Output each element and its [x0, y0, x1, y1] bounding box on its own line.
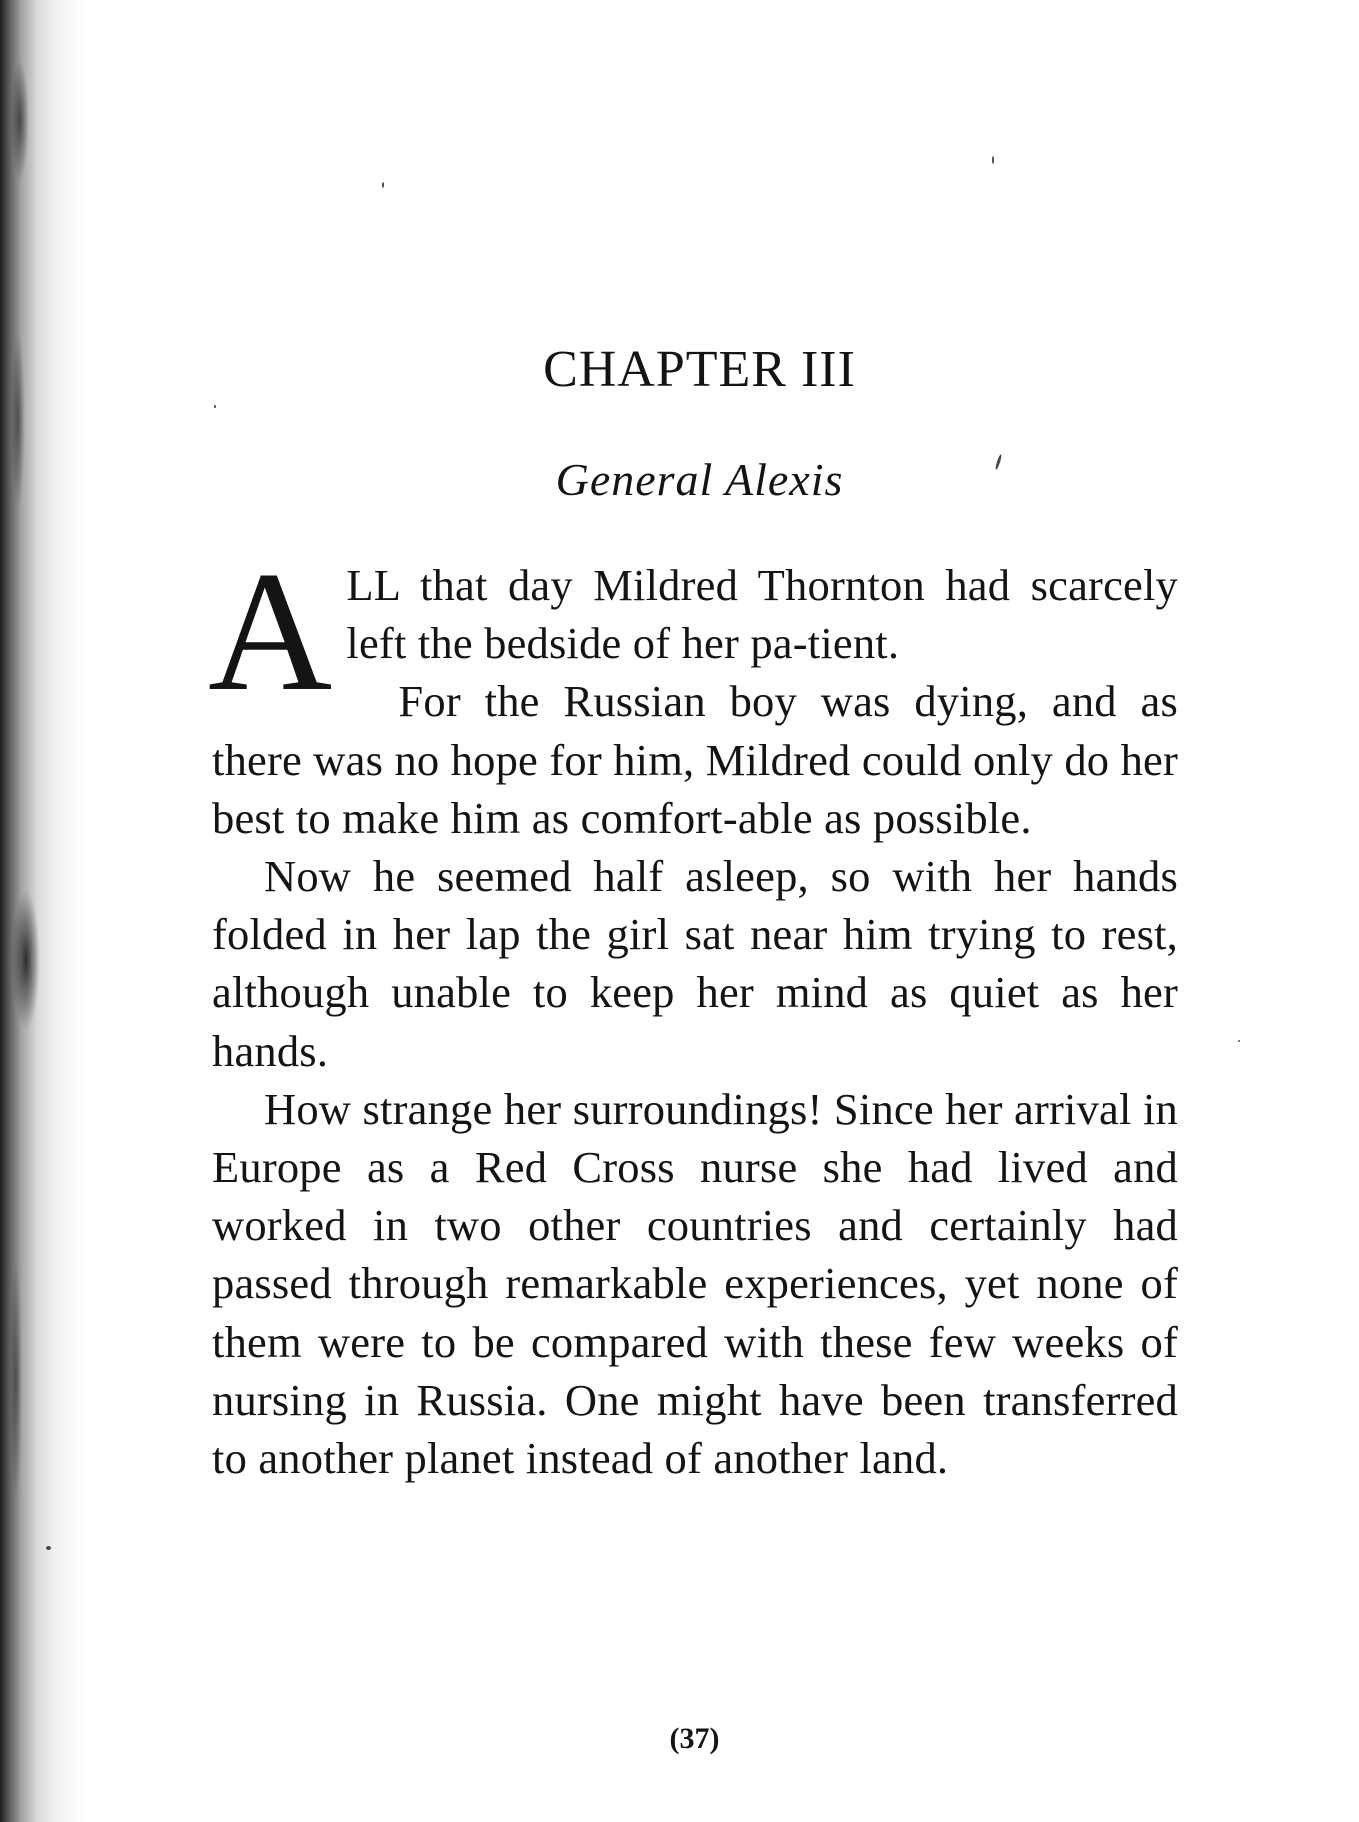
scan-binding-shadow [0, 0, 90, 1822]
paragraph: For the Russian boy was dying, and as there was no hope for him, Mildred could only do her best to make him as comfort-able as possible. [212, 676, 1178, 843]
chapter-title: CHAPTER III [543, 341, 856, 398]
paragraph: How strange her surroundings! Since her arrival in Europe as a Red Cross nurse she had lived and worked in two other countries and certainly had passed through remarkable experiences, yet none of them were to be compared with these few weeks of nursing in Russia. One might have been transferred to another planet instead of another land. [212, 1083, 1178, 1484]
scan-speck [992, 156, 994, 164]
paragraph-opening-text: LL that day Mildred Thornton had scarcely left the bedside of her pa-tient. [346, 560, 1178, 669]
paragraph: Now he seemed half asleep, so with her hands folded in her lap the girl sat near him trying to rest, although unable to keep her mind as quiet as her hands. [212, 851, 1178, 1076]
scan-speck [382, 182, 384, 188]
scan-speck [46, 1546, 51, 1550]
scan-speck [1238, 1040, 1240, 1042]
paragraph-opening [208, 537, 1178, 727]
page-number: (37) [669, 1722, 720, 1755]
drop-cap: A [208, 537, 333, 727]
chapter-subtitle: General Alexis [555, 454, 844, 505]
chapter-body [208, 537, 1178, 1487]
